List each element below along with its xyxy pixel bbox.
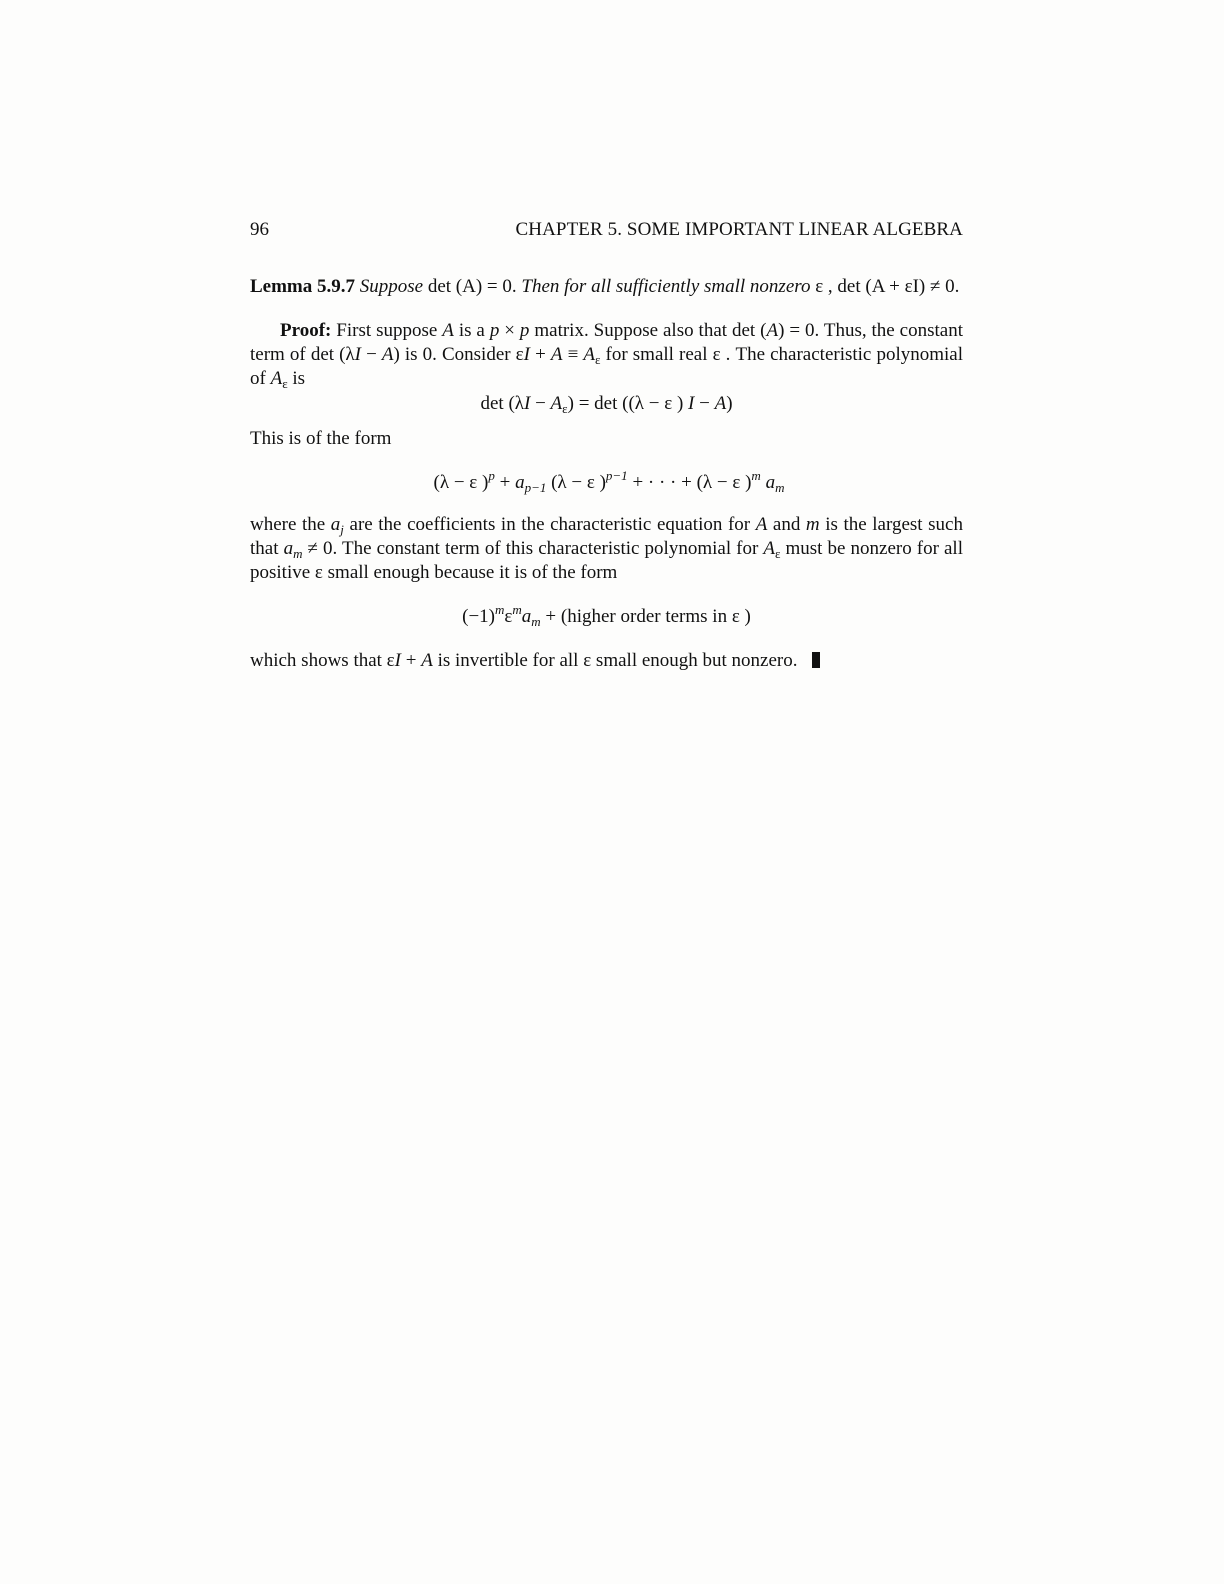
math-var: I	[524, 393, 531, 414]
text: which shows that ε	[250, 650, 395, 671]
math-var: I	[354, 344, 361, 365]
eq-part: (λ − ε )	[546, 472, 606, 493]
text: ) = 0. Thus, the constant term of det (λ	[250, 320, 963, 365]
eq-part: −	[694, 393, 715, 414]
eq-part: + · · · + (λ − ε )	[627, 472, 752, 493]
math-var: A	[763, 538, 775, 559]
eq-part: ) = det ((λ − ε )	[567, 393, 689, 414]
math-subscript: m	[293, 546, 303, 561]
text: is	[287, 368, 306, 389]
eq-part: +	[494, 472, 516, 493]
lemma-math: ε , det (A + εI) ≠ 0.	[810, 276, 960, 297]
math-superscript: p	[488, 468, 495, 483]
math-var: A	[755, 514, 768, 535]
math-subscript: ε	[774, 546, 781, 561]
lemma-text: Then for all sufficiently small nonzero	[521, 276, 811, 297]
math-subscript: p−1	[524, 480, 547, 495]
text: is a	[453, 320, 490, 341]
math-var: p	[489, 320, 500, 341]
lemma-text: Suppose	[359, 276, 424, 297]
chapter-title: CHAPTER 5. SOME IMPORTANT LINEAR ALGEBRA	[515, 219, 963, 240]
math-superscript: m	[512, 602, 522, 617]
text: are the coefficients in the characteristic equation for	[343, 514, 756, 535]
math-var: A	[550, 344, 563, 365]
text: for small real ε . The characteristic polynomial of	[250, 344, 963, 389]
text: is the largest such that	[250, 514, 963, 559]
math-var: A	[714, 393, 727, 414]
math-var: m	[805, 514, 820, 535]
eq-part: (−1)	[462, 606, 495, 627]
text: ) is 0. Consider ε	[393, 344, 524, 365]
math-var: A	[583, 344, 595, 365]
text: First suppose	[331, 320, 443, 341]
math-var: a	[330, 514, 341, 535]
text: +	[529, 344, 551, 365]
math-var: A	[550, 393, 563, 414]
eq-part: ε	[504, 606, 513, 627]
eq-part: )	[726, 393, 733, 414]
text: ≠ 0. The constant term of this characteristic polynomial for	[302, 538, 764, 559]
math-var: A	[381, 344, 394, 365]
text: ≡	[562, 344, 584, 365]
equation-constant-term	[250, 602, 963, 629]
math-superscript: m	[751, 468, 761, 483]
text: matrix. Suppose also that det (	[529, 320, 767, 341]
proof-paragraph	[250, 319, 963, 391]
lemma-label: Lemma 5.9.7	[250, 276, 356, 297]
lemma-statement	[250, 275, 963, 299]
math-var: a	[283, 538, 294, 559]
math-var: A	[421, 650, 433, 671]
math-subscript: ε	[594, 352, 601, 367]
math-var: p	[519, 320, 530, 341]
eq-part: −	[530, 393, 551, 414]
math-superscript: p−1	[605, 468, 628, 483]
text: +	[401, 650, 422, 671]
eq-part: (λ − ε )	[433, 472, 489, 493]
math-superscript: m	[495, 602, 505, 617]
text: ×	[499, 320, 520, 341]
math-var: a	[521, 606, 532, 627]
text: and	[767, 514, 806, 535]
coefficients-paragraph	[250, 513, 963, 585]
math-var: a	[765, 472, 776, 493]
math-var: I	[394, 650, 401, 671]
math-subscript: m	[531, 614, 541, 629]
math-subscript: m	[775, 480, 785, 495]
math-subscript: ε	[562, 401, 568, 416]
form-text: This is of the form	[250, 428, 392, 449]
proof-label: Proof:	[280, 320, 332, 341]
math-var: I	[688, 393, 695, 414]
eq-part: + (higher order terms in ε )	[540, 606, 751, 627]
equation-characteristic	[250, 392, 963, 416]
text: where the	[250, 514, 331, 535]
eq-part: det (λ	[480, 393, 524, 414]
page-body	[250, 275, 963, 673]
text: −	[360, 344, 382, 365]
math-var: A	[442, 320, 454, 341]
qed-square-icon	[812, 652, 820, 668]
math-var: a	[515, 472, 525, 493]
lemma-math: det (A) = 0.	[423, 276, 522, 297]
math-subscript: j	[340, 522, 344, 537]
math-subscript: ε	[282, 376, 288, 391]
text: must be nonzero for all positive ε small enough because it is of the form	[250, 538, 963, 583]
math-var: A	[766, 320, 779, 341]
page-number: 96	[250, 219, 269, 240]
text: is invertible for all ε small enough but nonzero.	[432, 650, 798, 671]
math-var: I	[523, 344, 530, 365]
math-var: A	[270, 368, 283, 389]
equation-polynomial	[250, 468, 963, 495]
conclusion-line	[250, 649, 963, 673]
